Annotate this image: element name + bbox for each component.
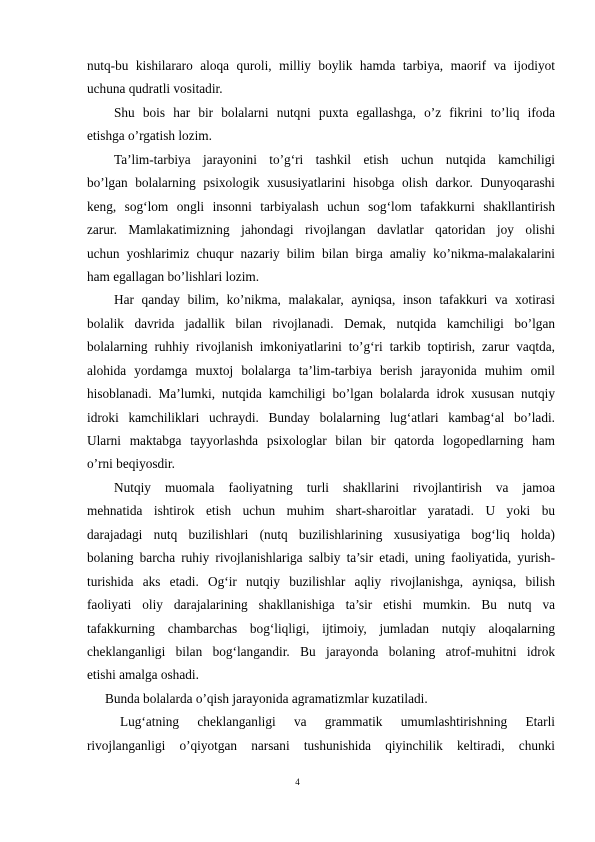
text-line: etishi amalga oshadi. <box>87 667 199 683</box>
text-line: tafakkurning chambarchas bog‘liqligi, ijtimoiy, jumladan nutqiy aloqalarning <box>87 620 555 636</box>
text-line: hisoblanadi. Ma’lumki, nutqida kamchiligi bo’lgan bolalarda idrok xususan nutqiy <box>87 386 555 402</box>
paragraph <box>87 54 555 101</box>
text-line: Ularni maktabga tayyorlashda psixologlar bilan bir qatorda logopedlarning ham <box>87 433 555 448</box>
paragraph <box>87 288 555 476</box>
text-line: Ta’lim-tarbiya jarayonini to’g‘ri tashkil etish uchun nutqida kamchiligi <box>114 151 555 167</box>
text-line: cheklanganligi bilan bog‘langandir. Bu jarayonda bolaning atrof-muhitni idrok <box>87 643 555 659</box>
text-line: uchuna qudratli vositadir. <box>87 81 223 97</box>
text-line: Har qanday bilim, ko’nikma, malakalar, ayniqsa, inson tafakkuri va xotirasi <box>114 292 555 308</box>
paragraph <box>87 101 555 148</box>
text-line: Shu bois har bir bolalarni nutqni puxta egallashga, o’z fikrini to’liq ifoda <box>114 104 555 120</box>
text-line: ham egallagan bo’lishlari lozim. <box>87 268 260 284</box>
paragraph <box>87 476 555 687</box>
text-line: keng, sog‘lom ongli insonni tarbiyalash uchun sog‘lom tafakkurni shakllantirish <box>87 198 555 214</box>
text-line: bolalik davrida jadallik bilan rivojlanadi. Demak, nutqida kamchiligi bo’lgan <box>87 315 555 331</box>
text-line: o’rni beqiyosdir. <box>87 456 175 472</box>
text-line: darajadagi nutq buzilishlari (nutq buzilishlarining xususiyatiga bog‘liq holda) <box>87 526 555 542</box>
paragraph <box>87 710 555 757</box>
text-line: faoliyati oliy darajalarining shakllanishiga ta’sir etishi mumkin. Bu nutq va <box>87 597 555 613</box>
paragraph <box>87 687 555 710</box>
text-line: bolaning barcha ruhiy rivojlanishlariga salbiy ta’sir etadi, uning faoliyatida, yurish- <box>87 550 555 566</box>
text-line: nutq-bu kishilararo aloqa quroli, milliy boylik hamda tarbiya, maorif va ijodiyot <box>87 58 555 73</box>
text-line: etishga o’rgatish lozim. <box>87 128 212 144</box>
text-line: turishida aks etadi. Og‘ir nutqiy buzilishlar aqliy rivojlanishga, ayniqsa, bilish <box>87 573 555 589</box>
text-line: uchun yoshlarimiz chuqur nazariy bilim bilan birga amaliy ko’nikma-malakalarini <box>87 245 555 261</box>
text-line: bolalarning ruhhiy rivojlanish imkoniyatlarini to’g‘ri tarkib toptirish, zarur vaqtda, <box>87 339 555 355</box>
paragraph <box>87 148 555 289</box>
text-line: mehnatida ishtirok etish uchun muhim shart-sharoitlar yaratadi. U yoki bu <box>87 503 555 519</box>
page-number: 4 <box>295 777 300 787</box>
document-body <box>87 54 555 757</box>
text-line: Nutqiy muomala faoliyatning turli shakllarini rivojlantirish va jamoa <box>114 479 555 495</box>
text-line: bo’lgan bolalarning psixologik xususiyatlarini hisobga olish darkor. Dunyoqarashi <box>87 175 555 191</box>
text-line: zarur. Mamlakatimizning jahondagi rivojlangan davlatlar qatoridan joy olishi <box>87 222 555 238</box>
text-line: rivojlanganligi o’qiyotgan narsani tushunishida qiyinchilik keltiradi, chunki <box>87 737 555 753</box>
text-line: idroki kamchiliklari uchraydi. Bunday bolalarning lug‘atlari kambag‘al bo’ladi. <box>87 409 555 425</box>
text-line: alohida yordamga muxtoj bolalarga ta’lim-tarbiya berish jarayonida muhim omil <box>87 362 555 378</box>
text-line: Lug‘atning cheklanganligi va grammatik umumlashtirishning Etarli <box>120 714 555 730</box>
text-line: Bunda bolalarda o’qish jarayonida agramatizmlar kuzatiladi. <box>105 690 428 706</box>
